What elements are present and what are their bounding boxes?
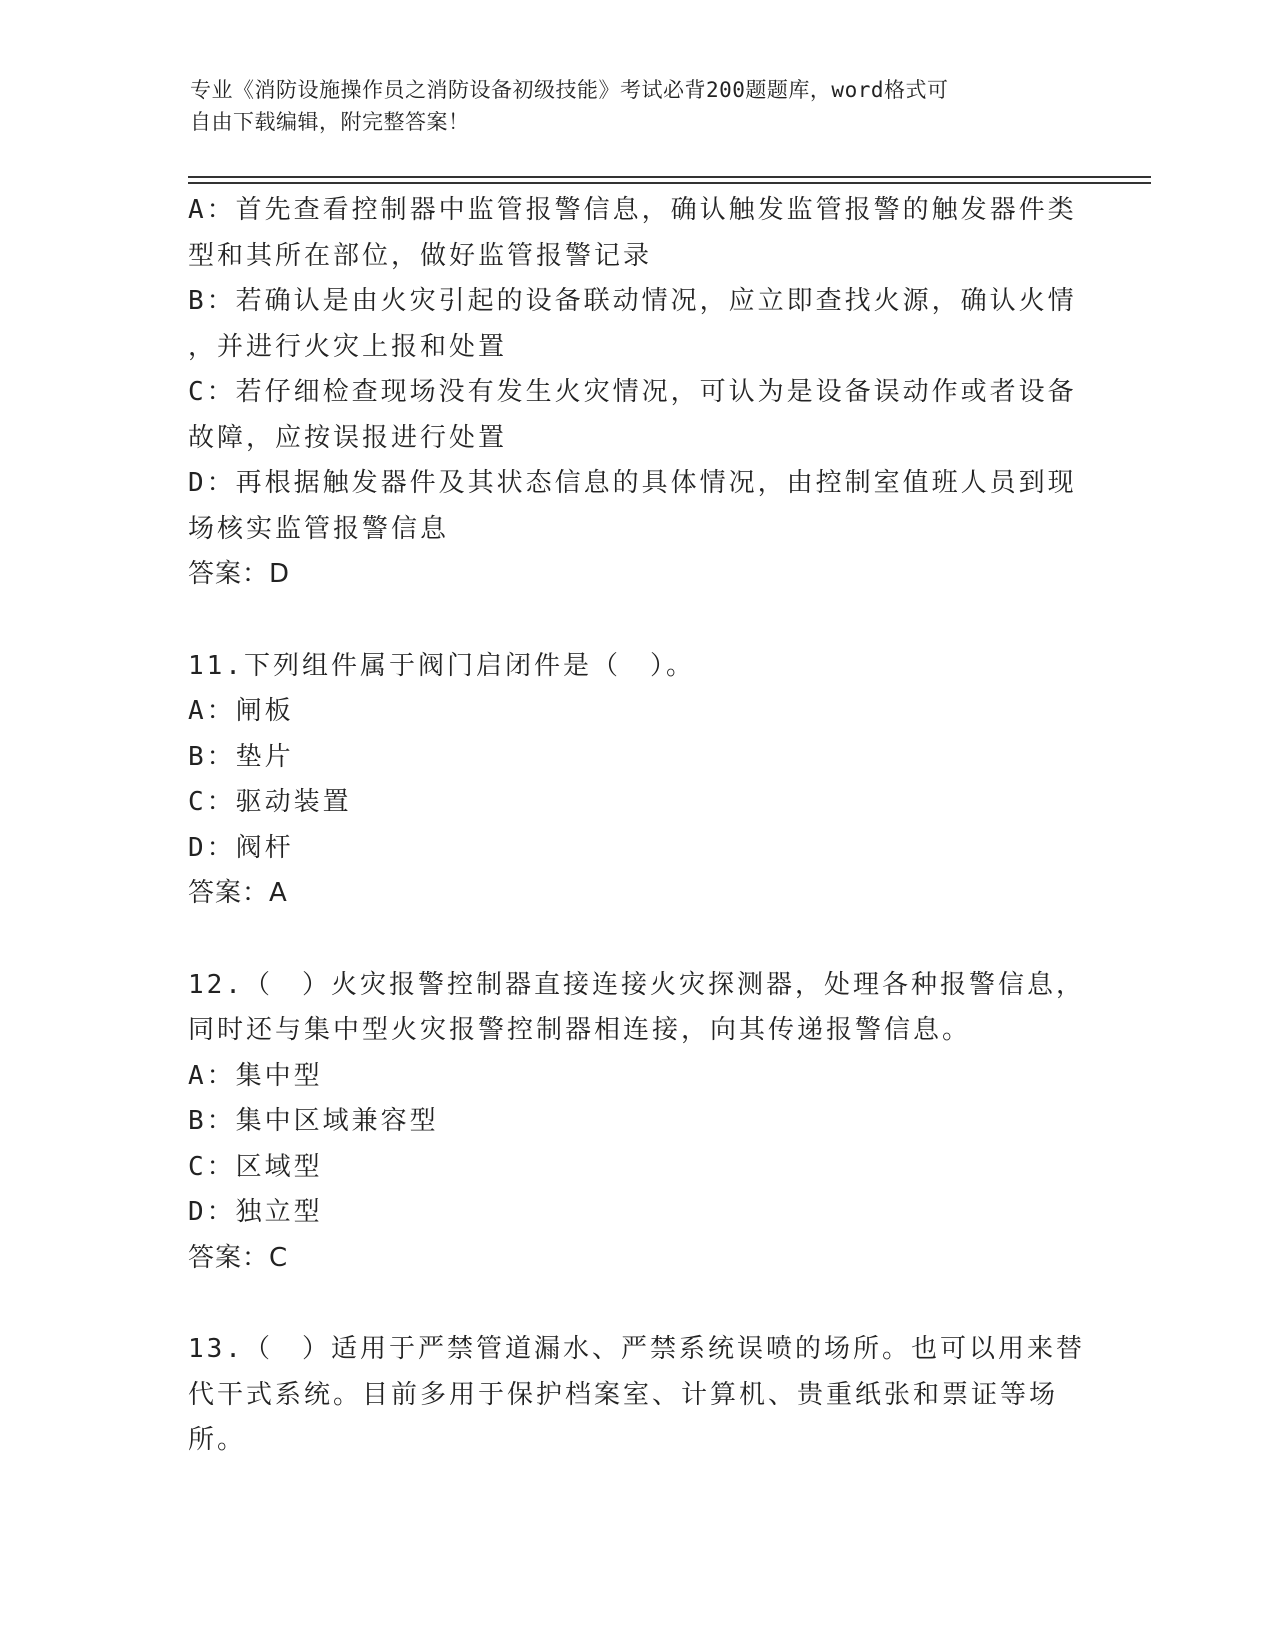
spacer bbox=[188, 917, 1088, 963]
option-b: B：集中区域兼容型 bbox=[188, 1106, 439, 1136]
question-block-11 bbox=[188, 644, 1088, 917]
spacer bbox=[188, 598, 1088, 644]
question-stem-line-2: 代干式系统。目前多用于保护档案室、计算机、贵重纸张和票证等场 bbox=[188, 1379, 1059, 1410]
question-block-prev bbox=[188, 188, 1088, 598]
option-a-line-1: A：首先查看控制器中监管报警信息，确认触发监管报警的触发器件类 bbox=[188, 195, 1077, 225]
header-line-2: 自由下载编辑，附完整答案！ bbox=[190, 110, 470, 134]
question-block-12 bbox=[188, 963, 1088, 1282]
option-d: D：阀杆 bbox=[188, 832, 294, 863]
header-divider-bottom bbox=[188, 182, 1151, 184]
document-body bbox=[188, 188, 1088, 1464]
option-c-line-2: 故障，应按误报进行处置 bbox=[188, 422, 508, 453]
option-d-line-2: 场核实监管报警信息 bbox=[188, 513, 450, 544]
option-a: A：闸板 bbox=[188, 696, 294, 726]
answer-line: 答案：A bbox=[188, 878, 288, 908]
option-b-line-2: ，并进行火灾上报和处置 bbox=[188, 331, 508, 362]
option-c: C：驱动装置 bbox=[188, 787, 352, 817]
option-d: D：独立型 bbox=[188, 1197, 323, 1227]
question-stem-line-1: 13.（ ）适用于严禁管道漏水、严禁系统误喷的场所。也可以用来替 bbox=[188, 1334, 1085, 1364]
option-b-line-1: B：若确认是由火灾引起的设备联动情况，应立即查找火源，确认火情 bbox=[188, 286, 1077, 316]
question-stem-line-3: 所。 bbox=[188, 1425, 247, 1455]
option-c-line-1: C：若仔细检查现场没有发生火灾情况，可认为是设备误动作或者设备 bbox=[188, 377, 1077, 407]
answer-line: 答案：C bbox=[188, 1242, 289, 1273]
question-stem-line-1: 12.（ ）火灾报警控制器直接连接火灾探测器，处理各种报警信息， bbox=[188, 969, 1085, 1000]
question-stem: 11.下列组件属于阀门启闭件是（ ）。 bbox=[188, 650, 695, 681]
option-c: C：区域型 bbox=[188, 1151, 323, 1182]
answer-line: 答案：D bbox=[188, 559, 291, 589]
document-header bbox=[190, 74, 1090, 138]
option-a: A：集中型 bbox=[188, 1060, 323, 1091]
header-line-1: 专业《消防设施操作员之消防设备初级技能》考试必背200题题库，word格式可 bbox=[190, 78, 949, 102]
option-a-line-2: 型和其所在部位，做好监管报警记录 bbox=[188, 240, 653, 271]
spacer bbox=[188, 1281, 1088, 1327]
option-b: B：垫片 bbox=[188, 741, 294, 772]
question-block-13 bbox=[188, 1327, 1088, 1464]
question-stem-line-2: 同时还与集中型火灾报警控制器相连接，向其传递报警信息。 bbox=[188, 1015, 972, 1045]
header-divider-top bbox=[188, 176, 1151, 178]
option-d-line-1: D：再根据触发器件及其状态信息的具体情况，由控制室值班人员到现 bbox=[188, 468, 1077, 498]
